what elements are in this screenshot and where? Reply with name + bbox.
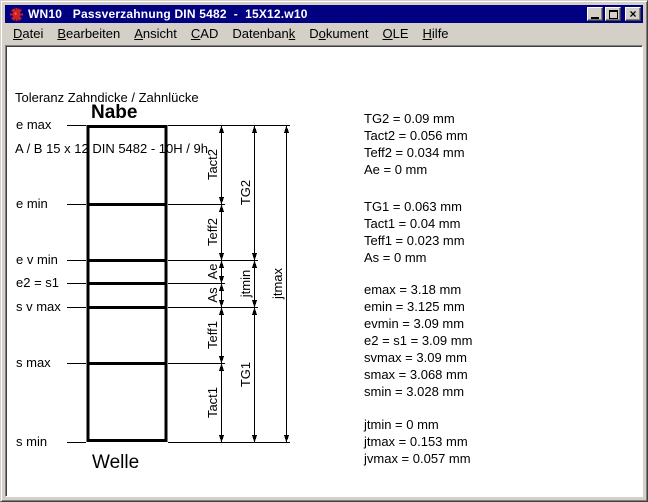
maximize-icon (609, 10, 618, 19)
result-line: TG2 = 0.09 mm (364, 111, 455, 126)
maximize-button[interactable] (605, 7, 621, 21)
dim-label-as: As (205, 287, 220, 303)
row-label-emax: e max (16, 117, 52, 132)
minimize-button[interactable] (587, 7, 603, 21)
close-button[interactable] (625, 7, 641, 21)
row-label-smax: s max (16, 355, 51, 370)
menu-item-bearbeiten[interactable]: Bearbeiten (57, 25, 121, 41)
close-icon: × (629, 7, 637, 21)
result-line: TG1 = 0.063 mm (364, 199, 462, 214)
result-line: smin = 3.028 mm (364, 384, 465, 399)
result-line: Tact2 = 0.056 mm (364, 128, 468, 143)
menu-bar (5, 23, 643, 44)
page-title (15, 55, 208, 191)
client-area (5, 45, 643, 497)
result-line: svmax = 3.09 mm (364, 350, 467, 365)
result-line: Teff2 = 0.034 mm (364, 145, 465, 160)
result-line: As = 0 mm (364, 250, 427, 265)
dim-label-teff1: Teff1 (205, 321, 220, 349)
dim-label-tact1: Tact1 (205, 386, 220, 419)
result-line: Teff1 = 0.023 mm (364, 233, 465, 248)
result-line: emin = 3.125 mm (364, 299, 465, 314)
row-label-smin: s min (16, 434, 48, 449)
result-line: jtmin = 0 mm (364, 417, 439, 432)
minimize-icon (591, 17, 599, 19)
menu-item-ansicht[interactable]: Ansicht (134, 25, 177, 41)
row-label-svmax: s v max (16, 299, 61, 314)
results-block-dimensions (364, 281, 472, 400)
dimension-labels (205, 149, 285, 418)
result-line: emax = 3.18 mm (364, 282, 462, 297)
menu-item-datenbank[interactable]: Datenbank (232, 25, 296, 41)
menu-item-dokument[interactable]: Dokument (309, 25, 369, 41)
results-block-nabe-tolerances (364, 110, 468, 178)
result-line: smax = 3.068 mm (364, 367, 468, 382)
welle-label: Welle (92, 452, 140, 473)
dim-label-tg1: TG1 (238, 361, 253, 388)
dim-label-tg2: TG2 (238, 179, 253, 206)
menu-item-datei[interactable]: Datei (13, 25, 44, 41)
window-controls (587, 7, 641, 21)
results-block-backlash (364, 416, 471, 467)
row-label-emin: e min (16, 196, 48, 211)
result-line: Tact1 = 0.04 mm (364, 216, 461, 231)
result-line: jtmax = 0.153 mm (364, 434, 468, 449)
title-line-1: Toleranz Zahndicke / Zahnlücke (15, 90, 199, 105)
result-line: jvmax = 0.057 mm (364, 451, 471, 466)
result-line: evmin = 3.09 mm (364, 316, 465, 331)
dim-label-tact2: Tact2 (205, 148, 220, 181)
row-label-evmin: e v min (16, 252, 58, 267)
dim-label-jtmin: jtmin (238, 269, 253, 298)
menu-item-ole[interactable]: OLE (382, 25, 409, 41)
result-line: Ae = 0 mm (364, 162, 428, 177)
dim-label-jtmax: jtmax (270, 267, 285, 300)
dim-label-ae: Ae (205, 263, 220, 280)
app-icon[interactable] (9, 7, 24, 22)
result-line: e2 = s1 = 3.09 mm (364, 333, 473, 348)
window-title: WN10 Passverzahnung DIN 5482 - 15X12.w10 (28, 7, 308, 21)
row-label-e2s1: e2 = s1 (16, 275, 60, 290)
menu-item-hilfe[interactable]: Hilfe (422, 25, 449, 41)
dimension-lines (222, 126, 287, 443)
results-block-welle-tolerances (364, 198, 465, 266)
menu-item-cad[interactable]: CAD (190, 25, 219, 41)
dim-label-teff2: Teff2 (205, 218, 220, 246)
title-line-2: A / B 15 x 12 DIN 5482 - 10H / 9h (15, 141, 208, 156)
title-bar[interactable] (5, 5, 643, 23)
nabe-label: Nabe (91, 102, 138, 123)
